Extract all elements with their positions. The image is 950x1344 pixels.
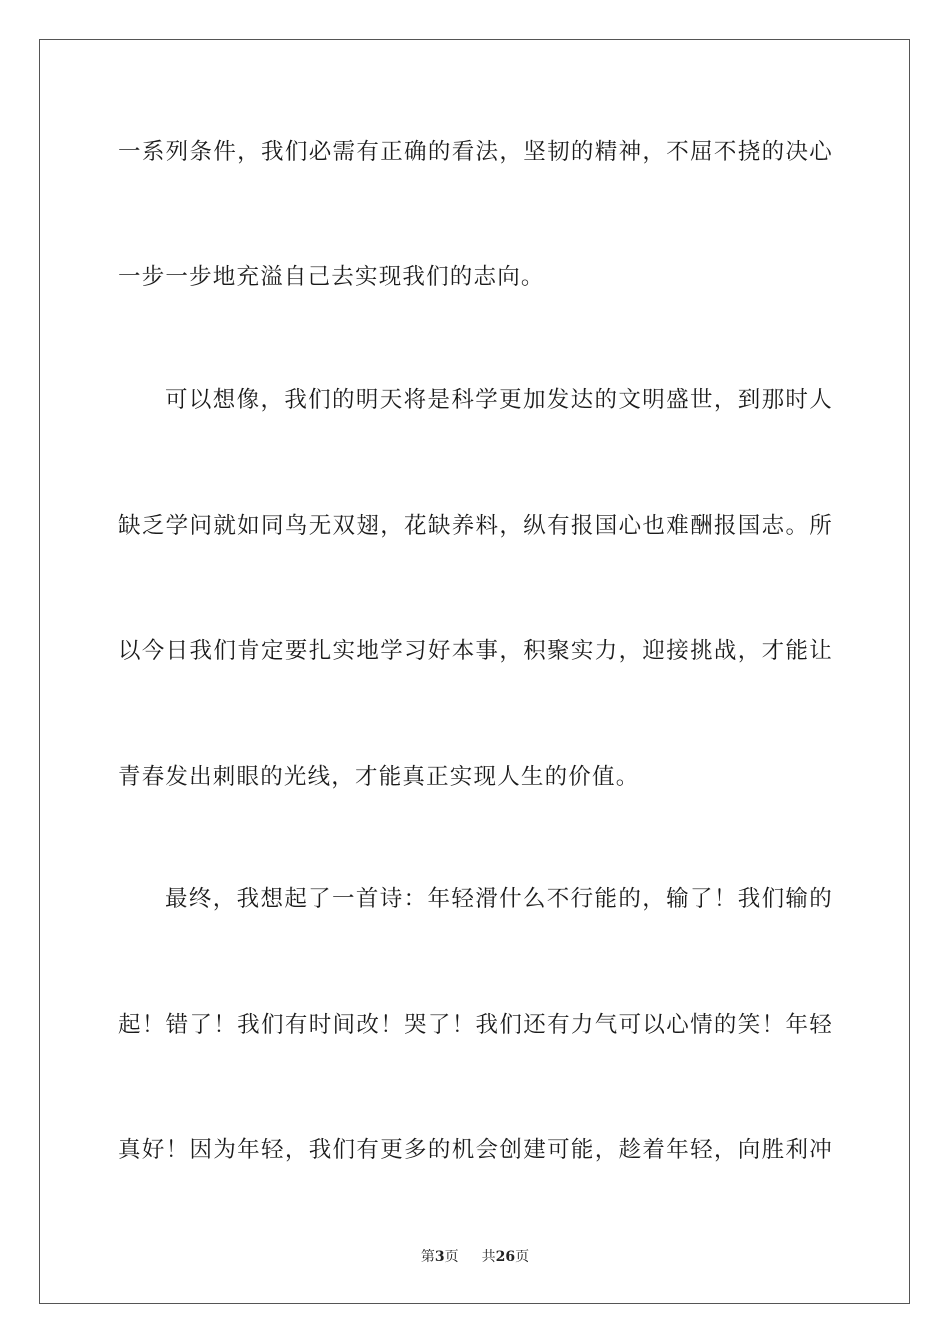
paragraph-line: 青春发出刺眼的光线，才能真正实现人生的价值。 xyxy=(118,764,640,790)
total-pages: 26 xyxy=(495,1249,516,1265)
page-prefix: 第 xyxy=(420,1249,435,1265)
page-number: 3 xyxy=(434,1249,445,1265)
page-border xyxy=(39,39,910,1304)
page-suffix: 页 xyxy=(444,1249,459,1265)
paragraph-line: 缺乏学问就如同鸟无双翅，花缺养料，纵有报国心也难酬报国志。所 xyxy=(118,513,833,539)
page-footer xyxy=(0,1248,950,1266)
paragraph-line: 以今日我们肯定要扎实地学习好本事，积聚实力，迎接挑战，才能让 xyxy=(118,638,833,664)
paragraph-line: 可以想像，我们的明天将是科学更加发达的文明盛世，到那时人 xyxy=(165,387,833,413)
total-suffix: 页 xyxy=(515,1249,530,1265)
paragraph-line: 一系列条件，我们必需有正确的看法，坚韧的精神，不屈不挠的决心 xyxy=(118,139,833,165)
paragraph-line: 真好！因为年轻，我们有更多的机会创建可能，趁着年轻，向胜利冲 xyxy=(118,1137,833,1163)
paragraph-line: 一步一步地充溢自己去实现我们的志向。 xyxy=(118,264,545,290)
page-number-label xyxy=(421,1248,459,1266)
total-prefix: 共 xyxy=(481,1249,496,1265)
paragraph-line: 最终，我想起了一首诗：年轻滑什么不行能的，输了！我们输的 xyxy=(165,886,833,912)
paragraph-line: 起！错了！我们有时间改！哭了！我们还有力气可以心情的笑！年轻 xyxy=(118,1012,833,1038)
total-pages-label xyxy=(482,1248,529,1266)
